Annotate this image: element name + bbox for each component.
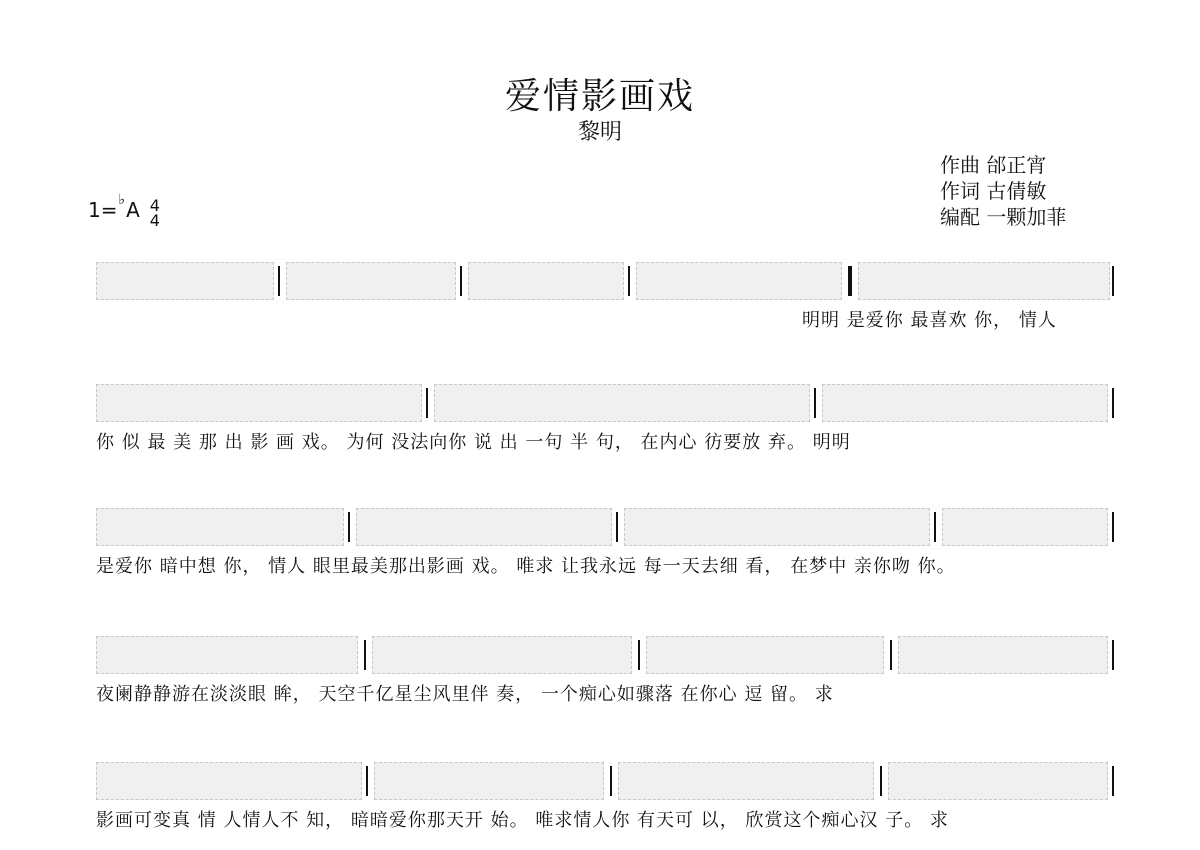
music-system-2 [96, 384, 1116, 453]
time-signature [150, 198, 160, 228]
barline [934, 512, 936, 542]
notation-image-placeholder [822, 384, 1108, 422]
lyric-line: 影画可变真 情 人情人不 知， 暗暗爱你那天开 始。 唯求情人你 有天可 以， 欣赏这个痴心汉 子。 求 [96, 810, 949, 831]
credit-name: 古倩敏 [986, 179, 1047, 203]
notation-line [96, 762, 1116, 806]
lyric-line: 夜阑静静游在淡淡眼 眸， 天空千亿星尘风里伴 奏， 一个痴心如骤落 在你心 逗 留。 求 [96, 684, 834, 705]
credit-lyricist [940, 178, 1140, 204]
notation-line [96, 384, 1116, 428]
barline [366, 766, 368, 796]
lyric-line: 你 似 最 美 那 出 影 画 戏。 为何 没法向你 说 出 一句 半 句， 在内心 彷要放 弃。 明明 [96, 432, 851, 453]
barline [628, 266, 630, 296]
artist-name: 黎明 [577, 120, 622, 145]
repeat-barline [848, 266, 852, 296]
notation-image-placeholder [96, 508, 344, 546]
notation-image-placeholder [96, 262, 274, 300]
notation-image-placeholder [942, 508, 1108, 546]
credit-name: 邰正宵 [986, 153, 1047, 177]
credits-block [940, 152, 1140, 230]
music-system-4 [96, 636, 1116, 705]
notation-image-placeholder [618, 762, 874, 800]
notation-image-placeholder [636, 262, 842, 300]
barline [880, 766, 882, 796]
barline [364, 640, 366, 670]
credit-arranger [940, 204, 1140, 230]
key-prefix: 1= [88, 198, 118, 222]
barline [426, 388, 428, 418]
notation-image-placeholder [468, 262, 624, 300]
barline [1112, 766, 1114, 796]
notation-image-placeholder [96, 762, 362, 800]
credit-composer [940, 152, 1140, 178]
music-system-1 [96, 262, 1116, 331]
barline [1112, 640, 1114, 670]
notation-image-placeholder [646, 636, 884, 674]
notation-image-placeholder [96, 636, 358, 674]
credit-role: 作曲 [940, 153, 980, 177]
music-system-3 [96, 508, 1116, 577]
notation-line [96, 262, 1116, 306]
lyric-line: 明明 是爱你 最喜欢 你， 情人 [802, 310, 1057, 331]
notation-image-placeholder [356, 508, 612, 546]
barline [616, 512, 618, 542]
notation-image-placeholder [96, 384, 422, 422]
credit-role: 作词 [940, 179, 980, 203]
notation-image-placeholder [286, 262, 456, 300]
notation-line [96, 508, 1116, 552]
barline [348, 512, 350, 542]
lyric-line: 是爱你 暗中想 你， 情人 眼里最美那出影画 戏。 唯求 让我永远 每一天去细 看， 在梦中 亲你吻 你。 [96, 556, 956, 577]
notation-image-placeholder [888, 762, 1108, 800]
song-title: 爱情影画戏 [504, 76, 695, 117]
credit-role: 编配 [940, 205, 980, 229]
music-system-5 [96, 762, 1116, 831]
time-top: 4 [149, 196, 160, 215]
key-signature [88, 192, 160, 230]
notation-image-placeholder [434, 384, 810, 422]
notation-image-placeholder [858, 262, 1110, 300]
barline [1112, 388, 1114, 418]
credit-name: 一颗加菲 [986, 205, 1067, 229]
barline [638, 640, 640, 670]
flat-accidental: ♭ [118, 192, 126, 208]
notation-line [96, 636, 1116, 680]
notation-image-placeholder [898, 636, 1108, 674]
barline [1112, 266, 1114, 296]
notation-image-placeholder [624, 508, 930, 546]
time-bottom: 4 [149, 211, 160, 230]
barline [278, 266, 280, 296]
notation-image-placeholder [372, 636, 632, 674]
barline [814, 388, 816, 418]
notation-image-placeholder [374, 762, 604, 800]
barline [890, 640, 892, 670]
key-note: A [126, 198, 140, 222]
barline [1112, 512, 1114, 542]
barline [610, 766, 612, 796]
barline [460, 266, 462, 296]
